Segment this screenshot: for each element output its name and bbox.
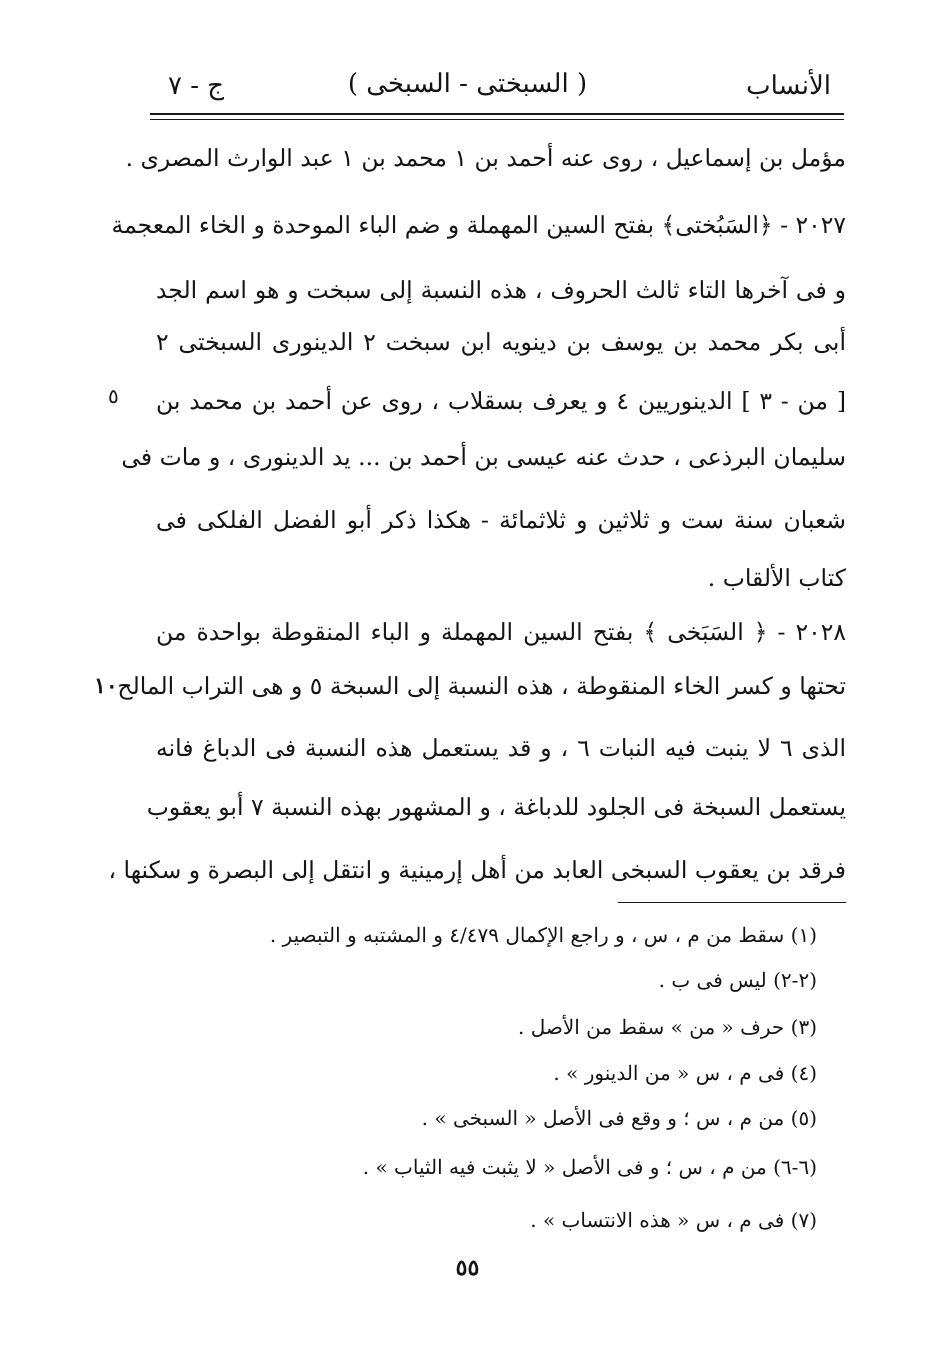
margin-line-number-10: ١٠ xyxy=(94,673,118,699)
margin-line-number-5: ٥ xyxy=(108,384,119,408)
footnote-4: (٤) فى م ، س « من الدينور » . xyxy=(553,1061,817,1085)
page-number: ٥٥ xyxy=(455,1255,480,1281)
body-line-1: مؤمل بن إسماعيل ، روى عنه أحمد بن ١ محمد بن ١ عبد الوارث المصرى . xyxy=(125,144,846,172)
body-line-2-entry-2027: ٢٠٢٧ - ﴿السَبُختى﴾ بفتح السين المهملة و ضم الباء الموحدة و الخاء المعجمة xyxy=(111,211,846,239)
footnote-1: (١) سقط من م ، س ، و راجع الإكمال ٤/٤٧٩ و المشتبه و التبصير . xyxy=(269,923,817,947)
body-line-12: يستعمل السبخة فى الجلود للدباغة ، و المشهور بهذه النسبة ٧ أبو يعقوب xyxy=(146,793,846,821)
footnote-2: (٢-٢) ليس فى ب . xyxy=(658,968,817,992)
body-line-9-entry-2028: ٢٠٢٨ - ﴿ السَبَخى ﴾ بفتح السين المهملة و الباء المنقوطة بواحدة من xyxy=(156,618,846,646)
body-line-13: فرقد بن يعقوب السبخى العابد من أهل إرمينية و انتقل إلى البصرة و سكنها ، xyxy=(108,856,846,884)
book-title: الأنساب xyxy=(746,71,831,101)
body-line-6: سليمان البرذعى ، حدث عنه عيسى بن أحمد بن ... يد الدينورى ، و مات فى xyxy=(121,443,846,471)
body-line-5: [ من - ٣ ] الدينوريين ٤ و يعرف بسقلاب ، روى عن أحمد بن محمد بن xyxy=(156,387,846,415)
body-line-4: أبى بكر محمد بن يوسف بن دينويه ابن سبخت ٢ الدينورى السبختى ٢ xyxy=(156,328,847,356)
footnote-6: (٦-٦) من م ، س ؛ و فى الأصل « لا يثبت فيه الثياب » . xyxy=(362,1155,817,1179)
header-rule-top xyxy=(150,113,844,115)
body-line-8: كتاب الألقاب . xyxy=(707,564,846,592)
footnote-5: (٥) من م ، س ؛ و وقع فى الأصل « السبخى » . xyxy=(421,1106,817,1130)
volume-label: ج - ٧ xyxy=(168,71,225,101)
footnote-3: (٣) حرف « من » سقط من الأصل . xyxy=(517,1015,817,1039)
body-line-7: شعبان سنة ست و ثلاثين و ثلاثمائة - هكذا ذكر أبو الفضل الفلكى فى xyxy=(156,506,846,534)
footnote-7: (٧) فى م ، س « هذه الانتساب » . xyxy=(530,1208,817,1232)
footnote-rule xyxy=(618,902,846,903)
running-title: ( السبختى - السبخى ) xyxy=(347,69,588,99)
body-line-3: و فى آخرها التاء ثالث الحروف ، هذه النسبة إلى سبخت و هو اسم الجد xyxy=(156,276,846,304)
header-rule-bottom xyxy=(150,119,844,120)
body-line-10: تحتها و كسر الخاء المنقوطة ، هذه النسبة إلى السبخة ٥ و هى التراب المالح xyxy=(117,672,846,700)
body-line-11: الذى ٦ لا ينبت فيه النبات ٦ ، و قد يستعمل هذه النسبة فى الدباغ فانه xyxy=(156,734,847,762)
